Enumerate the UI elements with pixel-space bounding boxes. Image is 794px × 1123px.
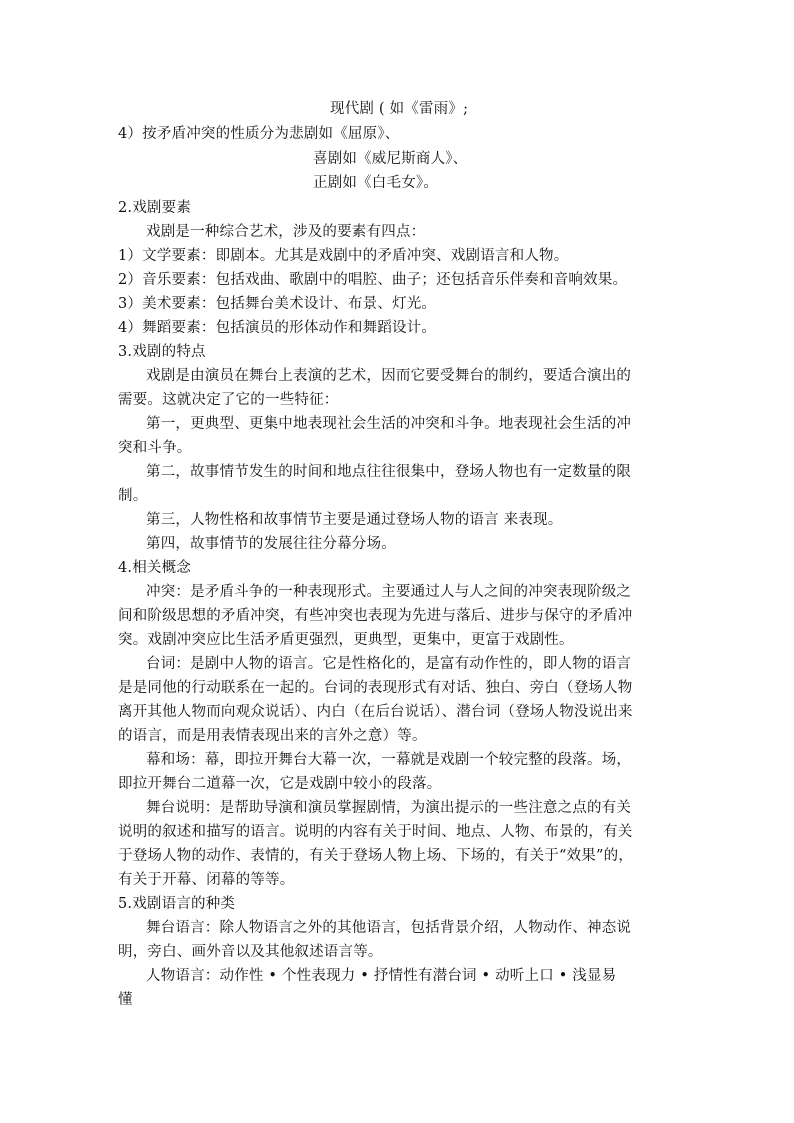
paragraph-line: 是是同他的行动联系在一起的。台词的表现形式有对话、独白、旁白（登场人物 xyxy=(118,680,633,696)
text-line: 喜剧如《威尼斯商人》、 xyxy=(313,151,468,167)
text-line: 正剧如《白毛女》。 xyxy=(313,175,439,191)
section-heading: 5.戏剧语言的种类 xyxy=(118,896,236,912)
paragraph-line: 第二，故事情节发生的时间和地点往往很集中，登场人物也有一定数量的限 xyxy=(146,464,632,480)
paragraph-line: 间和阶级思想的矛盾冲突，有些冲突也表现为先进与落后、进步与保守的矛盾冲 xyxy=(118,608,633,624)
paragraph-line: 说明的叙述和描写的语言。说明的内容有关于时间、地点、人物、布景的，有关 xyxy=(118,824,633,840)
paragraph-line: 台词：是剧中人物的语言。它是性格化的，是富有动作性的，即人物的语言 xyxy=(146,656,632,672)
text-line: 现代剧 ( 如《雷雨》; xyxy=(330,101,469,117)
paragraph-line: 明，旁白、画外音以及其他叙述语言等。 xyxy=(118,944,383,960)
paragraph-line: 戏剧是一种综合艺术，涉及的要素有四点： xyxy=(146,224,426,240)
list-item: 2）音乐要素：包括戏曲、歌剧中的唱腔、曲子；还包括音乐伴奏和音响效果。 xyxy=(118,272,628,288)
paragraph-line: 于登场人物的动作、表情的，有关于登场人物上场、下场的，有关于“效果”的， xyxy=(118,848,634,864)
paragraph-line: 需要。这就决定了它的一些特征： xyxy=(118,392,339,408)
paragraph-line: 冲突：是矛盾斗争的一种表现形式。主要通过人与人之间的冲突表现阶级之 xyxy=(146,584,632,600)
paragraph-line: 舞台说明：是帮助导演和演员掌握剧情，为演出提示的一些注意之点的有关 xyxy=(146,800,632,816)
paragraph-line: 的语言，而是用表情表现出来的言外之意）等。 xyxy=(118,728,427,744)
list-item: 4）舞蹈要素：包括演员的形体动作和舞蹈设计。 xyxy=(118,320,437,336)
section-heading: 2.戏剧要素 xyxy=(118,200,192,216)
paragraph-line: 突。戏剧冲突应比生活矛盾更强烈，更典型，更集中，更富于戏剧性。 xyxy=(118,632,574,648)
list-item: 1）文学要素：即剧本。尤其是戏剧中的矛盾冲突、戏剧语言和人物。 xyxy=(118,248,569,264)
paragraph-line: 第一，更典型、更集中地表现社会生活的冲突和斗争。地表现社会生活的冲 xyxy=(146,416,632,432)
paragraph-line: 突和斗争。 xyxy=(118,440,192,456)
paragraph-line: 制。 xyxy=(118,488,148,504)
paragraph-line: 第四，故事情节的发展往往分幕分场。 xyxy=(146,536,396,552)
section-heading: 4.相关概念 xyxy=(118,560,192,576)
paragraph-line: 懂 xyxy=(118,992,133,1008)
paragraph-line: 即拉开舞台二道幕一次，它是戏剧中较小的段落。 xyxy=(118,776,442,792)
paragraph-line: 离开其他人物而向观众说话）、内白（在后台说话）、潜台词（登场人物没说出来 xyxy=(118,704,633,720)
paragraph-line: 有关于开幕、闭幕的等等。 xyxy=(118,872,295,888)
list-item: 3）美术要素：包括舞台美术设计、布景、灯光。 xyxy=(118,296,437,312)
list-item: 4）按矛盾冲突的性质分为悲剧如《屈原》、 xyxy=(118,126,400,142)
paragraph-line: 人物语言：动作性 • 个性表现力 • 抒情性有潜台词 • 动听上口 • 浅显易 xyxy=(146,968,617,984)
paragraph-line: 第三，人物性格和故事情节主要是通过登场人物的语言 来表现。 xyxy=(146,512,563,528)
paragraph-line: 戏剧是由演员在舞台上表演的艺术，因而它要受舞台的制约，要适合演出的 xyxy=(146,368,632,384)
paragraph-line: 舞台语言：除人物语言之外的其他语言，包括背景介绍，人物动作、神态说 xyxy=(146,920,632,936)
paragraph-line: 幕和场：幕，即拉开舞台大幕一次，一幕就是戏剧一个较完整的段落。场， xyxy=(146,752,632,768)
section-heading: 3.戏剧的特点 xyxy=(118,344,206,360)
